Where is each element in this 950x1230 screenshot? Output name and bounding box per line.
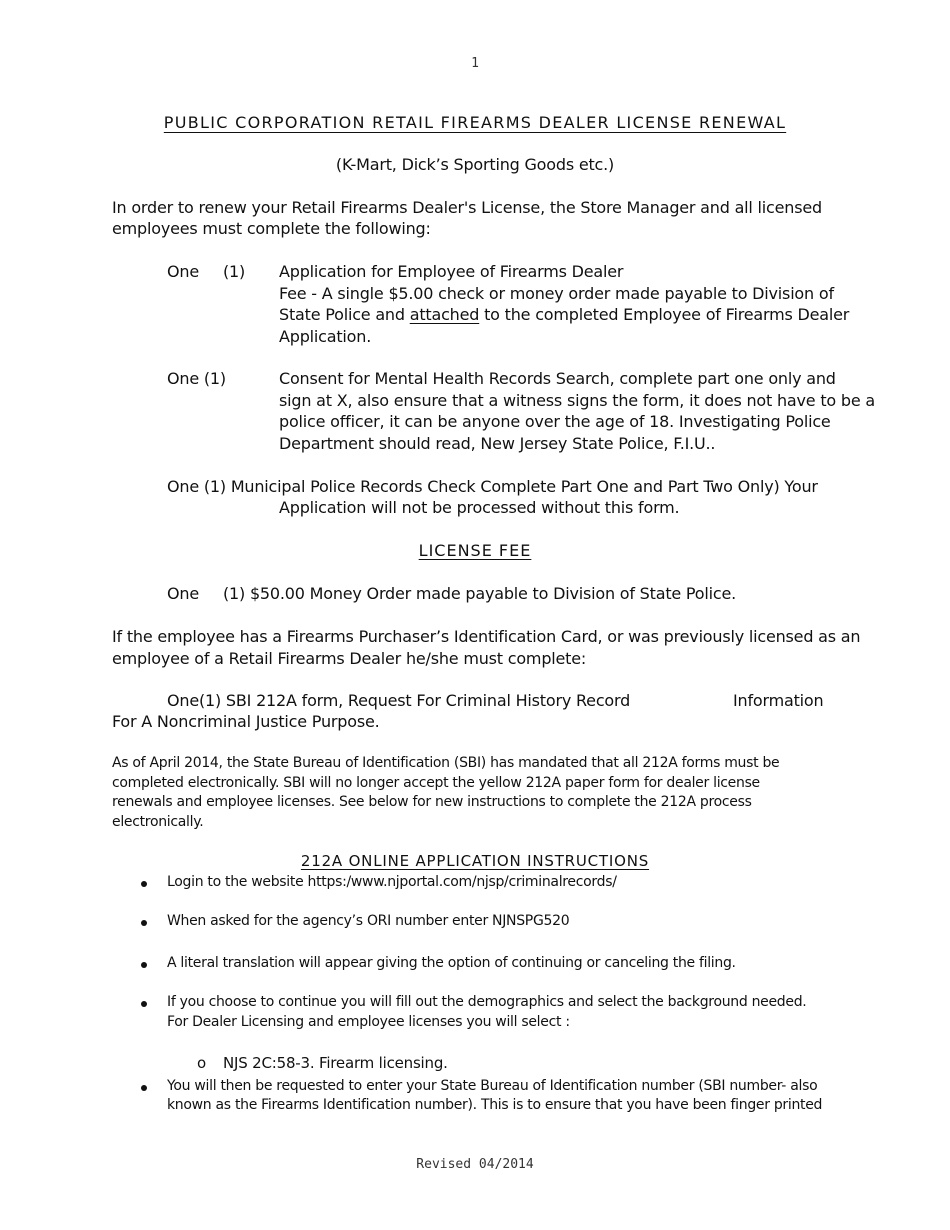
- notice-line-3: renewals and employee licenses. See below for new instructions to complete the 212A process: [112, 794, 752, 810]
- page-number: 1: [471, 56, 479, 71]
- item1-count: One: [167, 262, 199, 281]
- sbi-form-line-2: For A Noncriminal Justice Purpose.: [112, 712, 380, 731]
- item1-line-1: Application for Employee of Firearms Dealer: [279, 262, 624, 281]
- sbi-form-line-1: One(1) SBI 212A form, Request For Criminal History Record: [167, 691, 631, 710]
- item2-count: One (1): [167, 369, 226, 388]
- instruction-demographics-line-1: If you choose to continue you will fill out the demographics and select the background needed.: [167, 994, 807, 1010]
- instruction-demographics-line-2: For Dealer Licensing and employee licenses you will select :: [167, 1014, 570, 1030]
- item1-number: (1): [223, 262, 246, 281]
- item2-line-3: police officer, it can be anyone over the age of 18. Investigating Police: [279, 412, 831, 431]
- instruction-sbi-number-line-2: known as the Firearms Identification number). This is to ensure that you have been finger printed: [167, 1097, 823, 1113]
- sub-bullet-marker: o: [197, 1054, 206, 1072]
- page-title: PUBLIC CORPORATION RETAIL FIREARMS DEALER LICENSE RENEWAL: [163, 113, 787, 132]
- item1-line-3: [279, 305, 849, 324]
- page-subtitle: (K-Mart, Dick’s Sporting Goods etc.): [335, 155, 615, 174]
- license-fee-count: One: [167, 584, 199, 603]
- item3-line-1: One (1) Municipal Police Records Check Complete Part One and Part Two Only) Your: [167, 477, 818, 496]
- item1-line-4: Application.: [279, 327, 372, 346]
- instruction-literal-translation: A literal translation will appear giving the option of continuing or canceling the filing.: [167, 955, 736, 971]
- fpic-line-1: If the employee has a Firearms Purchaser’s Identification Card, or was previously licensed as an: [112, 627, 861, 646]
- fpic-line-2: employee of a Retail Firearms Dealer he/she must complete:: [112, 649, 587, 668]
- online-instructions-heading: 212A ONLINE APPLICATION INSTRUCTIONS: [300, 852, 650, 870]
- license-fee-heading: LICENSE FEE: [418, 541, 532, 560]
- sbi-form-line-1-right: Information: [733, 691, 824, 710]
- bullet-icon: [141, 920, 147, 926]
- item1-line-3-pre: State Police and: [279, 305, 405, 324]
- notice-line-2: completed electronically. SBI will no longer accept the yellow 212A paper form for dealer license: [112, 775, 760, 791]
- item1-line-3-post: to the completed Employee of Firearms Dealer: [484, 305, 850, 324]
- item1-attached-word: attached: [409, 305, 480, 324]
- item1-line-2: Fee - A single $5.00 check or money order made payable to Division of: [279, 284, 834, 303]
- license-fee-text: (1) $50.00 Money Order made payable to Division of State Police.: [223, 584, 737, 603]
- notice-line-1: As of April 2014, the State Bureau of Identification (SBI) has mandated that all 212A forms must be: [112, 755, 780, 771]
- instruction-login: Login to the website https:/www.njportal.com/njsp/criminalrecords/: [167, 874, 617, 890]
- notice-line-4: electronically.: [112, 814, 204, 830]
- bullet-icon: [141, 881, 147, 887]
- item3-line-2: Application will not be processed without this form.: [279, 498, 680, 517]
- item2-line-1: Consent for Mental Health Records Search, complete part one only and: [279, 369, 836, 388]
- item2-line-4: Department should read, New Jersey State Police, F.I.U..: [279, 434, 716, 453]
- bullet-icon: [141, 962, 147, 968]
- sub-item-firearm-licensing: NJS 2C:58-3. Firearm licensing.: [223, 1054, 448, 1072]
- instruction-sbi-number-line-1: You will then be requested to enter your State Bureau of Identification number (SBI number- also: [167, 1078, 818, 1094]
- item2-line-2: sign at X, also ensure that a witness signs the form, it does not have to be a: [279, 391, 875, 410]
- intro-line-2: employees must complete the following:: [112, 219, 431, 238]
- bullet-icon: [141, 1001, 147, 1007]
- bullet-icon: [141, 1085, 147, 1091]
- instruction-ori-number: When asked for the agency’s ORI number enter NJNSPG520: [167, 913, 570, 929]
- revision-footer: Revised 04/2014: [416, 1157, 534, 1172]
- intro-line-1: In order to renew your Retail Firearms Dealer's License, the Store Manager and all licensed: [112, 198, 822, 217]
